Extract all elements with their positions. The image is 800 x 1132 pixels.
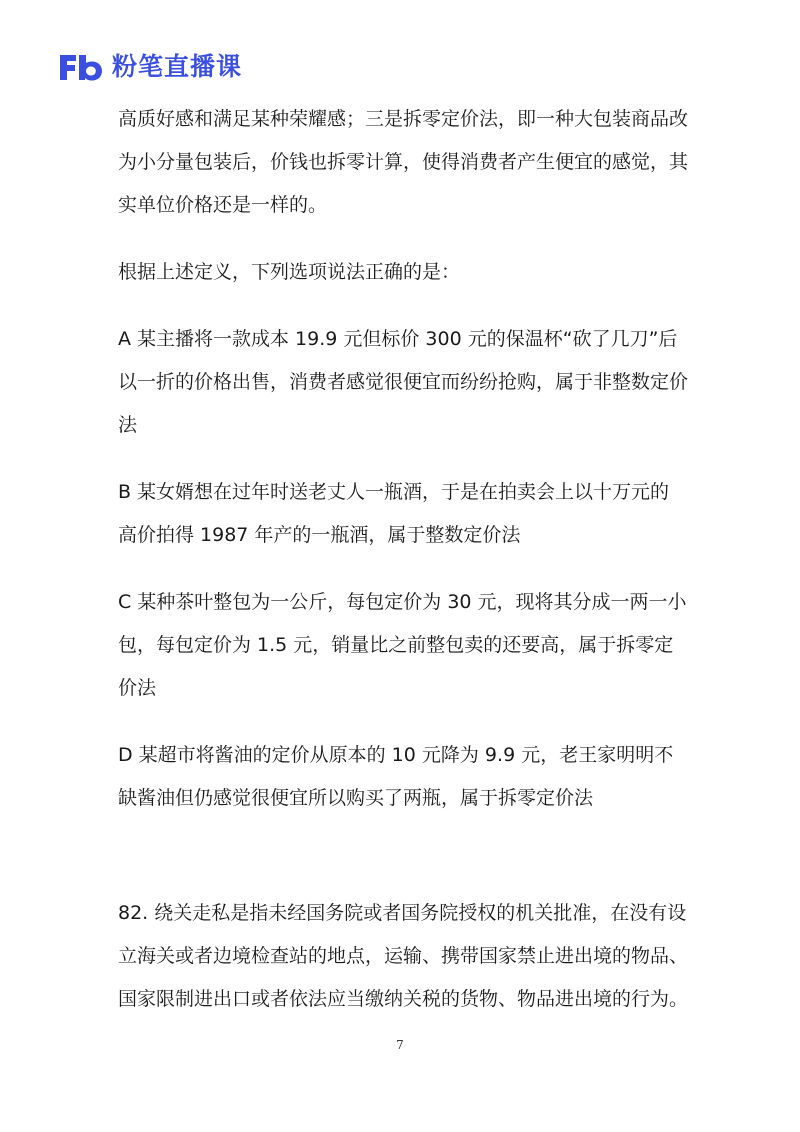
option-a xyxy=(118,318,688,447)
page-number: 7 xyxy=(396,1038,404,1052)
question-82: 82. 绕关走私是指未经国务院或者国务院授权的机关批准，在没有设立海关或者边境检查站的地点，运输、携带国家禁止进出境的物品、国家限制进出口或者依法应当缴纳关税的货物、物品进出境的行为。 xyxy=(118,902,689,1010)
option-text: 某超市将酱油的定价从原本的 10 元降为 9.9 元，老王家明明不缺酱油但仍感觉很便宜所以购买了两瓶，属于拆零定价法 xyxy=(118,744,674,809)
question-prompt: 根据上述定义，下列选项说法正确的是： xyxy=(118,261,461,283)
option-text: 某女婿想在过年时送老丈人一瓶酒，于是在拍卖会上以十万元的高价拍得 1987 年产的一瓶酒，属于整数定价法 xyxy=(118,481,670,546)
option-text: 某主播将一款成本 19.9 元但标价 300 元的保温杯“砍了几刀”后以一折的价格出售，消费者感觉很便宜而纷纷抢购，属于非整数定价法 xyxy=(118,328,689,436)
option-text: 某种茶叶整包为一公斤，每包定价为 30 元，现将其分成一两一小包，每包定价为 1.5 元，销量比之前整包卖的还要高，属于拆零定价法 xyxy=(118,591,687,699)
brand-name: 粉笔直播课 xyxy=(112,52,243,81)
option-d xyxy=(118,734,688,820)
option-letter: D xyxy=(118,744,133,766)
option-letter: A xyxy=(118,328,131,350)
fenbi-logo-icon xyxy=(58,52,104,82)
option-letter: C xyxy=(118,591,132,613)
option-b xyxy=(118,471,688,557)
intro-paragraph: 高质好感和满足某种荣耀感；三是拆零定价法，即一种大包装商品改为小分量包装后，价钱也拆零计算，使得消费者产生便宜的感觉，其实单位价格还是一样的。 xyxy=(118,108,689,216)
document-body xyxy=(118,98,688,1045)
option-c xyxy=(118,581,688,710)
option-letter: B xyxy=(118,481,132,503)
page-header xyxy=(58,50,242,84)
